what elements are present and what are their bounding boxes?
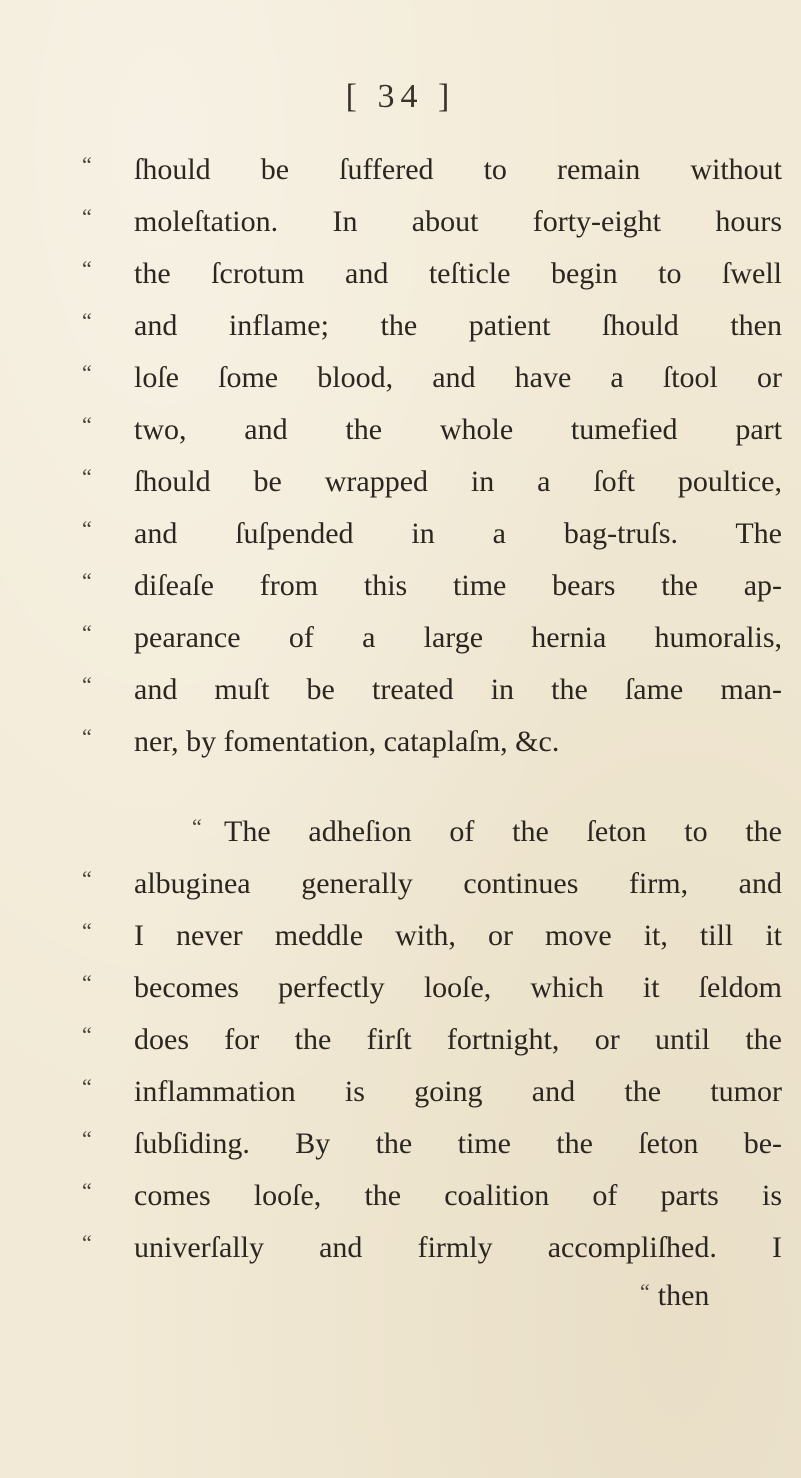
line-text: comes looſe, the coalition of parts is — [134, 1179, 782, 1212]
line-text: inflammation is going and the tumor — [134, 1075, 782, 1108]
text-line — [82, 912, 782, 960]
quote-mark: “ — [82, 256, 92, 281]
quote-mark: “ — [82, 1022, 92, 1047]
line-text: and inflame; the patient ſhould then — [134, 309, 782, 342]
quote-mark: “ — [82, 1126, 92, 1151]
line-text: ſhould be wrapped in a ſoft poultice, — [134, 465, 782, 498]
line-text: ſubſiding. By the time the ſeton be- — [134, 1127, 782, 1160]
catchword-text: then — [657, 1279, 710, 1312]
line-text: I never meddle with, or move it, till it — [134, 919, 782, 952]
quote-mark: “ — [82, 464, 92, 489]
quote-mark: “ — [640, 1279, 650, 1304]
text-line — [82, 1016, 782, 1064]
catchword — [640, 1272, 709, 1316]
text-line — [82, 1068, 782, 1116]
line-text: does for the firſt fortnight, or until the — [134, 1023, 782, 1056]
page-number: [ 34 ] — [345, 78, 456, 115]
text-line — [82, 1120, 782, 1168]
text-line — [82, 1224, 782, 1272]
line-text: albuginea generally continues firm, and — [134, 867, 782, 900]
line-text: diſeaſe from this time bears the ap- — [134, 569, 782, 602]
text-line — [82, 1172, 782, 1220]
text-line — [82, 614, 782, 662]
quote-mark: “ — [82, 516, 92, 541]
text-line — [82, 666, 782, 714]
quote-mark: “ — [82, 308, 92, 333]
line-text: and muſt be treated in the ſame man- — [134, 673, 782, 706]
quote-mark: “ — [82, 620, 92, 645]
line-text: pearance of a large hernia humoralis, — [134, 621, 782, 654]
text-line — [82, 510, 782, 558]
text-line — [82, 562, 782, 610]
line-text: the ſcrotum and teſticle begin to ſwell — [134, 257, 782, 290]
line-text: loſe ſome blood, and have a ſtool or — [134, 361, 782, 394]
quote-mark: “ — [82, 360, 92, 385]
text-line — [82, 146, 782, 194]
text-line — [82, 406, 782, 454]
line-text: univerſally and firmly accompliſhed. I — [134, 1231, 782, 1264]
text-line — [82, 354, 782, 402]
text-line — [82, 808, 782, 856]
line-text: becomes perfectly looſe, which it ſeldom — [134, 971, 782, 1004]
quote-mark: “ — [82, 204, 92, 229]
quote-mark: “ — [82, 568, 92, 593]
line-text: moleſtation. In about forty-eight hours — [134, 205, 782, 238]
quote-mark: “ — [82, 152, 92, 177]
quote-mark: “ — [82, 724, 92, 749]
quote-mark: “ — [82, 866, 92, 891]
text-line — [82, 250, 782, 298]
text-line — [82, 718, 782, 766]
quote-mark: “ — [82, 918, 92, 943]
text-line — [82, 198, 782, 246]
quote-mark: “ — [82, 1178, 92, 1203]
text-line — [82, 964, 782, 1012]
text-line — [82, 458, 782, 506]
line-text: The adheſion of the ſeton to the — [224, 815, 782, 848]
quote-mark: “ — [82, 1074, 92, 1099]
quote-mark: “ — [192, 814, 202, 839]
line-text: ner, by fomentation, cataplaſm, &c. — [134, 725, 560, 758]
quote-mark: “ — [82, 412, 92, 437]
quote-mark: “ — [82, 672, 92, 697]
text-line — [82, 860, 782, 908]
line-text: and ſuſpended in a bag-truſs. The — [134, 517, 782, 550]
line-text: two, and the whole tumefied part — [134, 413, 782, 446]
quote-mark: “ — [82, 1230, 92, 1255]
quote-mark: “ — [82, 970, 92, 995]
line-text: ſhould be ſuffered to remain without — [134, 153, 782, 186]
text-line — [82, 302, 782, 350]
